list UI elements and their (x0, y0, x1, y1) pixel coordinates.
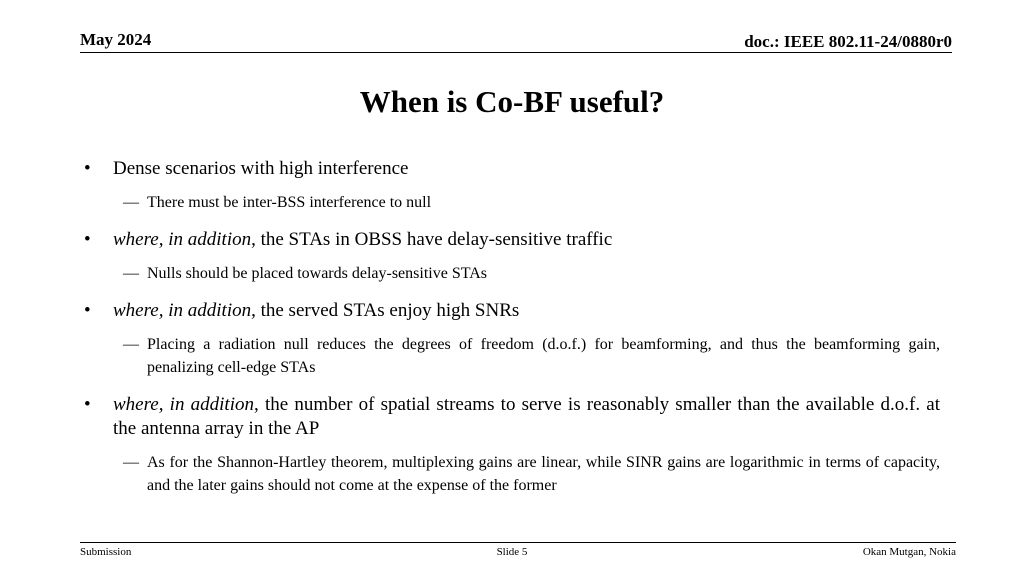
header-date: May 2024 (80, 30, 152, 49)
bullet-dot-icon: • (84, 229, 91, 250)
slide-title: When is Co-BF useful? (359, 84, 665, 119)
sub-bullet-item (84, 191, 940, 214)
sub-bullet-item (84, 451, 940, 497)
footer-divider (80, 542, 956, 543)
sub-bullet-text: Placing a radiation null reduces the degrees of freedom (d.o.f.) for beamforming, and thus the beamforming gain, penalizing cell-edge STAs (147, 336, 940, 376)
header-divider (80, 52, 952, 53)
footer-slide-number: Slide 5 (496, 546, 528, 558)
bullet-item (84, 299, 940, 323)
bullet-text: , the STAs in OBSS have delay-sensitive traffic (251, 229, 613, 250)
header-doc-id: doc.: IEEE 802.11-24/0880r0 (744, 32, 952, 51)
bullet-dot-icon: • (84, 300, 91, 321)
sub-bullet-text: As for the Shannon-Hartley theorem, multiplexing gains are linear, while SINR gains are logarithmic in terms of capacity, and the later gains should not come at the expense of the former (147, 454, 940, 494)
footer-author: Okan Mutgan, Nokia (862, 546, 956, 558)
footer-submission: Submission (80, 546, 132, 558)
bullet-text: , the number of spatial streams to serve is reasonably smaller than the available d.o.f. at the antenna array in the AP (113, 394, 940, 439)
sub-bullet-dash: — (123, 265, 139, 282)
sub-bullet-dash: — (123, 194, 139, 211)
bullet-dot-icon: • (84, 158, 91, 179)
bullet-italic-lead: where, in addition (113, 300, 252, 321)
bullet-text: , the served STAs enjoy high SNRs (251, 300, 520, 321)
sub-bullet-text: Nulls should be placed towards delay-sensitive STAs (147, 265, 487, 282)
sub-bullet-dash: — (123, 336, 139, 353)
bullet-text: Dense scenarios with high interference (113, 158, 409, 179)
bullet-italic-lead: where, in addition (113, 394, 254, 415)
bullet-italic-lead: where, in addition (113, 229, 252, 250)
bullet-dot-icon: • (84, 394, 91, 415)
sub-bullet-item (84, 333, 940, 379)
bullet-item (84, 157, 940, 181)
bullet-item (84, 393, 940, 441)
sub-bullet-item (84, 262, 940, 285)
slide-body (84, 157, 940, 497)
sub-bullet-dash: — (123, 454, 139, 471)
sub-bullet-text: There must be inter-BSS interference to null (147, 194, 432, 211)
bullet-item (84, 228, 940, 252)
